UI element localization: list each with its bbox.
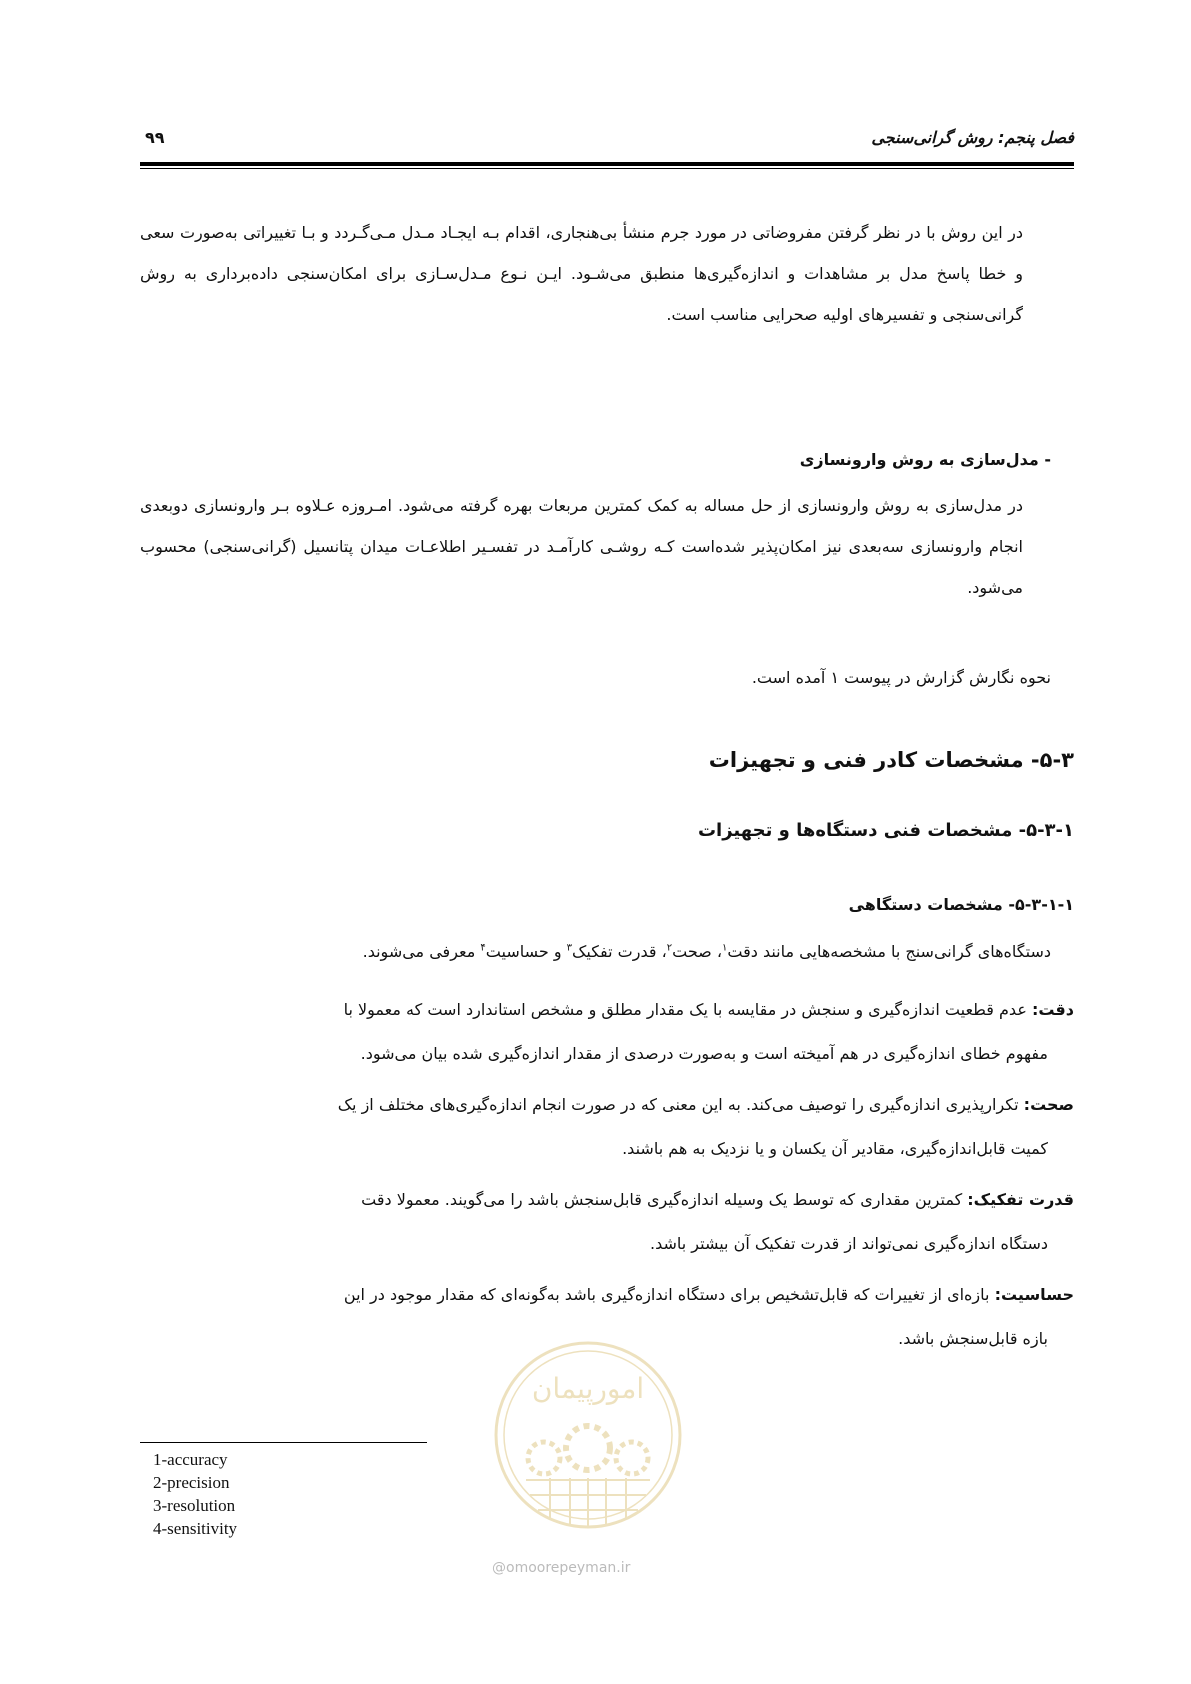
definition-text: تکرارپذیری اندازه‌گیری را توصیف می‌کند. به این معنی که در صورت انجام اندازه‌گیری‌های مختلف از یک	[337, 1095, 1024, 1114]
watermark-url: @omoorepeyman.ir	[492, 1560, 631, 1576]
footnote-item: 3-resolution	[153, 1496, 236, 1515]
footnote-ref-1: ۱	[722, 942, 728, 954]
watermark-logo-text: امورپیمان	[531, 1372, 645, 1405]
intro-part-4: و حساسیت	[485, 942, 567, 961]
watermark-logo	[488, 1330, 688, 1560]
footnotes	[153, 1448, 237, 1540]
definition-text: عدم قطعیت اندازه‌گیری و سنجش در مقایسه با یک مقدار مطلق و مشخص استاندارد است که معمولا با	[343, 1000, 1032, 1019]
section-heading: ۵-۳- مشخصات کادر فنی و تجهیزات	[708, 748, 1074, 772]
definition-resolution	[140, 1178, 1074, 1266]
intro-part-2: ، صحت	[672, 942, 722, 961]
definition-continuation: مفهوم خطای اندازه‌گیری در هم آمیخته است و به‌صورت درصدی از مقدار اندازه‌گیری شده بیان می‌شود.	[360, 1044, 1048, 1063]
definition-text: کمترین مقداری که توسط یک وسیله اندازه‌گیری قابل‌سنجش باشد را می‌گویند. معمولا دقت	[361, 1190, 968, 1209]
definition-term: صحت:	[1023, 1095, 1074, 1114]
header-rule	[140, 162, 1074, 166]
footnote-ref-4: ۴	[480, 942, 486, 954]
intro-part-5: معرفی می‌شوند.	[362, 942, 481, 961]
definition-accuracy	[140, 988, 1074, 1076]
intro-part-3: ، قدرت تفکیک	[572, 942, 667, 961]
footnote-ref-3: ۳	[566, 942, 573, 954]
header-rule-thin	[140, 168, 1074, 169]
definition-continuation: کمیت قابل‌اندازه‌گیری، مقادیر آن یکسان و یا نزدیک به هم باشند.	[622, 1139, 1048, 1158]
definition-term: حساسیت:	[994, 1285, 1074, 1304]
footnote-item: 1-accuracy	[153, 1450, 228, 1469]
subsection-heading: ۵-۳-۱- مشخصات فنی دستگاه‌ها و تجهیزات	[697, 820, 1074, 841]
intro-part-1: دستگاه‌های گرانی‌سنج با مشخصه‌هایی مانند دقت	[727, 942, 1051, 961]
subsubsection-heading: ۵-۳-۱-۱- مشخصات دستگاهی	[848, 895, 1074, 914]
page-number: ۹۹	[145, 128, 165, 147]
definition-precision	[140, 1083, 1074, 1171]
definition-term: دقت:	[1031, 1000, 1074, 1019]
definition-continuation: بازه قابل‌سنجش باشد.	[898, 1329, 1048, 1348]
footnote-item: 2-precision	[153, 1473, 230, 1492]
footnote-ref-2: ۲	[666, 942, 673, 954]
intro-paragraph: در این روش با در نظر گرفتن مفروضاتی در مورد جرم منشأ بی‌هنجاری، اقدام بـه ایجـاد مـدل مـی‌گـردد و بـا تغییراتی به‌صورت سعی و خطا پاسخ مدل بر مشاهدات و اندازه‌گیری‌ها منطبق می‌شـود. ایـن نـوع مـدل‌سـازی برای امکان‌سنجی داده‌برداری به روش گرانی‌سنجی و تفسیرهای اولیه صحرایی مناسب است.	[140, 223, 1023, 324]
inversion-paragraph: در مدل‌سازی به روش وارونسازی از حل مساله به کمک کمترین مربعات بهره گرفته می‌شود. امـروزه عـلاوه بـر وارونسازی دوبعدی انجام وارونسازی سه‌بعدی نیز امکان‌پذیر شده‌است کـه روشـی کارآمـد در تفسـیر اطلاعـات میدان پتانسیل (گرانی‌سنجی) محسوب می‌شود.	[140, 496, 1023, 597]
chapter-title: فصل پنجم: روش گرانی‌سنجی	[871, 128, 1074, 147]
definition-text: بازه‌ای از تغییرات که قابل‌تشخیص برای دستگاه اندازه‌گیری باشد به‌گونه‌ای که مقدار موجود در این	[343, 1285, 995, 1304]
footnote-item: 4-sensitivity	[153, 1519, 238, 1538]
footnote-rule	[140, 1442, 427, 1443]
definition-term: قدرت تفکیک:	[967, 1190, 1074, 1209]
appendix-note: نحوه نگارش گزارش در پیوست ۱ آمده است.	[751, 668, 1051, 687]
inversion-heading: - مدل‌سازی به روش وارونسازی	[799, 450, 1051, 469]
characteristics-intro	[363, 942, 1051, 961]
definition-continuation: دستگاه اندازه‌گیری نمی‌تواند از قدرت تفکیک آن بیشتر باشد.	[649, 1234, 1048, 1253]
